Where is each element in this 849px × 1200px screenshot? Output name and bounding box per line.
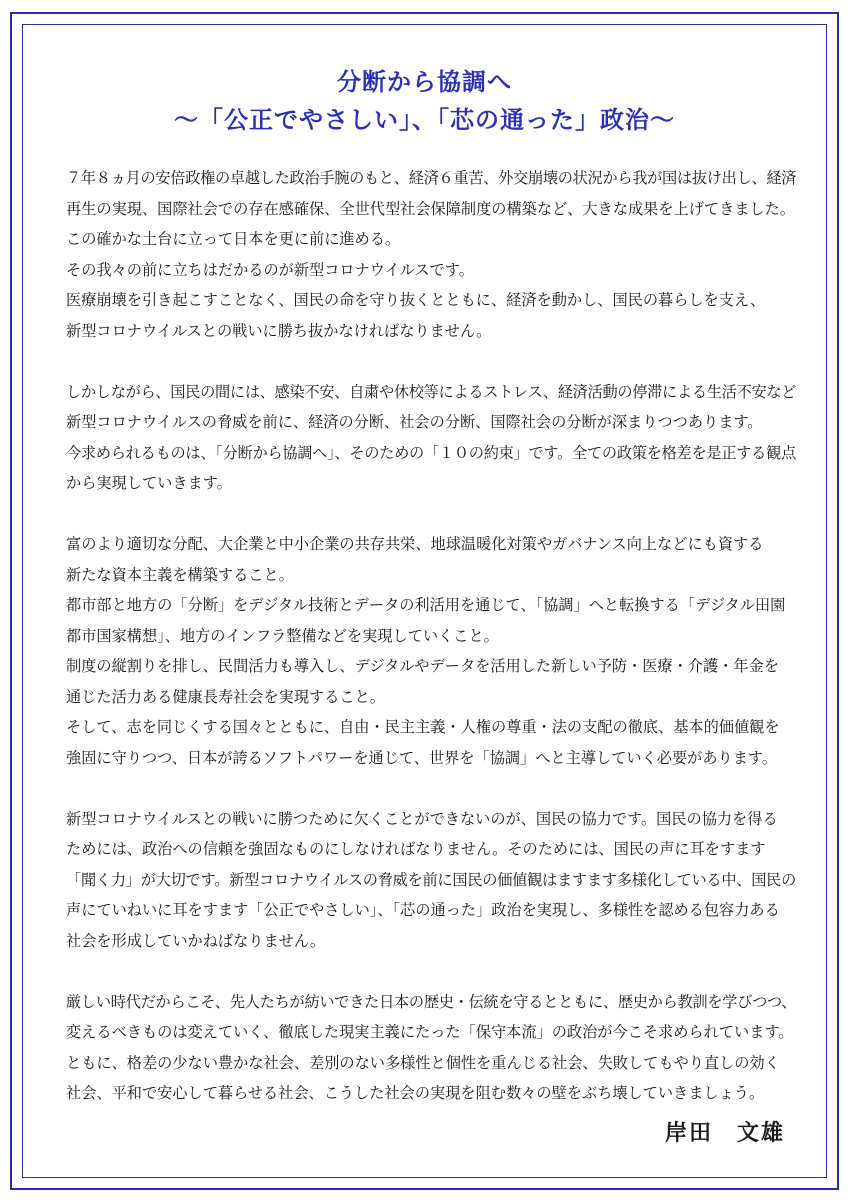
- text-line: 変えるべきものは変えていく、徹底した現実主義にたった「保守本流」の政治が今こそ求められています。: [66, 1023, 794, 1041]
- text-line: 新型コロナウイルスとの戦いに勝つために欠くことができないのが、国民の協力です。国民の協力を得る: [66, 809, 778, 828]
- text-line: 声にていねいに耳をすます「公正でやさしい」、「芯の通った」政治を実現し、多様性を認める包容力ある: [66, 901, 780, 919]
- text-line: そして、志を同じくする国々とともに、自由・民主主義・人権の尊重・法の支配の徹底、基本的価値観を: [66, 718, 780, 736]
- text-line: 都市国家構想」、地方のインフラ整備などを実現していくこと。: [66, 626, 499, 645]
- text-line: 制度の縦割りを排し、民間活力も導入し、デジタルやデータを活用した新しい予防・医療・介護・年金を: [66, 657, 779, 675]
- text-line: ７年８ヵ月の安倍政権の卓越した政治手腕のもと、経済６重苦、外交崩壊の状況から我が国は抜け出し、経済: [66, 169, 797, 187]
- text-line: 厳しい時代だからこそ、先人たちが紡いできた日本の歴史・伝統を守るとともに、歴史から教訓を学びつつ、: [66, 992, 797, 1011]
- document-body: [66, 163, 796, 1139]
- signature: 岸田 文雄: [664, 1121, 785, 1146]
- text-line: 強固に守りつつ、日本が誇るソフトパワーを通じて、世界を「協調」へと主導していく必要があります。: [66, 748, 778, 767]
- text-line: 社会、平和で安心して暮らせる社会、こうした社会の実現を阻む数々の壁をぶち壊していきましょう。: [66, 1084, 765, 1102]
- document-subtitle: ～「公正でやさしい」、「芯の通った」政治～: [174, 106, 675, 134]
- text-line: 新型コロナウイルスとの戦いに勝ち抜かなければなりません。: [66, 321, 492, 340]
- paragraph-5: [66, 987, 796, 1109]
- text-line: しかしながら、国民の間には、感染不安、自粛や休校等によるストレス、経済活動の停滞による生活不安など: [66, 382, 797, 401]
- text-line: 通じた活力ある健康長寿社会を実現すること。: [66, 687, 385, 706]
- text-line: 社会を形成していかねばなりません。: [66, 931, 326, 950]
- paragraph-2: [66, 377, 796, 499]
- text-line: 新たな資本主義を構築すること。: [66, 565, 294, 584]
- paragraph-3: [66, 529, 796, 773]
- text-line: 富のより適切な分配、大企業と中小企業の共存共栄、地球温暖化対策やガバナンス向上などにも資する: [66, 535, 764, 553]
- text-line: 都市部と地方の「分断」をデジタル技術とデータの利活用を通じて、「協調」へと転換する「デジタル田園: [66, 596, 786, 614]
- text-line: その我々の前に立ちはだかるのが新型コロナウイルスです。: [66, 260, 474, 279]
- text-line: この確かな土台に立って日本を更に前に進める。: [66, 230, 401, 248]
- text-line: 医療崩壊を引き起こすことなく、国民の命を守り抜くとともに、経済を動かし、国民の暮らしを支え、: [66, 291, 766, 309]
- paragraph-1: [66, 163, 796, 346]
- text-line: から実現していきます。: [66, 474, 232, 492]
- text-line: 再生の実現、国際社会での存在感確保、全世代型社会保障制度の構築など、大きな成果を上げてきました。: [66, 199, 795, 218]
- text-line: 新型コロナウイルスの脅威を前に、経済の分断、社会の分断、国際社会の分断が深まりつつあります。: [66, 413, 763, 431]
- text-line: 「聞く力」が大切です。新型コロナウイルスの脅威を前に国民の価値観はますます多様化している中、国民の: [66, 870, 797, 889]
- text-line: 今求められるものは、「分断から協調へ」、そのための「１０の約束」です。全ての政策を格差を是正する観点: [66, 443, 796, 462]
- text-line: ためには、政治への信頼を強固なものにしなければなりません。そのためには、国民の声に耳をすます: [66, 840, 766, 858]
- text-line: ともに、格差の少ない豊かな社会、差別のない多様性と個性を重んじる社会、失敗してもやり直しの効く: [66, 1053, 780, 1072]
- document-title: 分断から協調へ: [337, 68, 512, 96]
- paragraph-4: [66, 804, 796, 957]
